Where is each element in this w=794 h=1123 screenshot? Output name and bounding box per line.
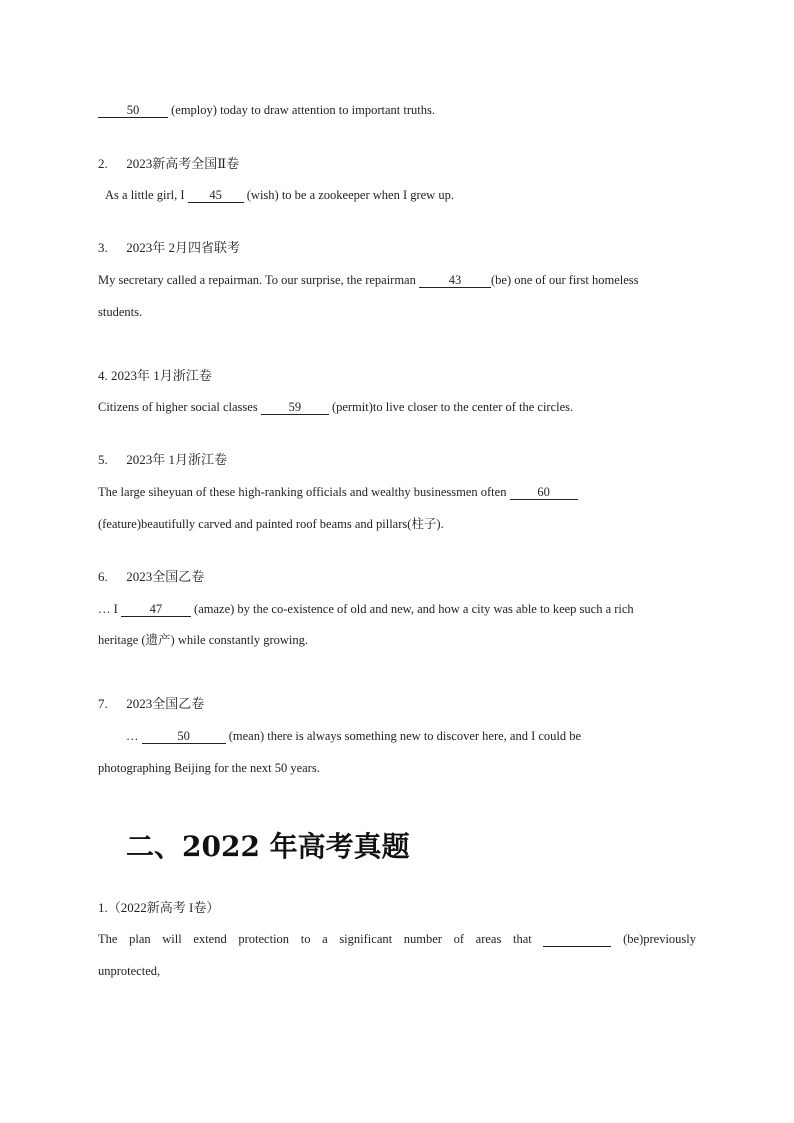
answer-blank[interactable]: 60 [510,485,578,500]
item-number: 7. [98,696,108,711]
item-1-sentence [98,102,696,118]
sentence-text: My secretary called a repairman. To our surprise, the repairman [98,273,416,287]
item-number: 3. [98,240,108,255]
item-7-heading [98,696,696,712]
sentence-text: (permit)to live closer to the center of the circles. [331,400,574,414]
item-number: 6. [98,569,108,584]
answer-blank[interactable]: 59 [261,400,329,415]
sentence-text: … [126,729,139,743]
sentence-text: The plan will extend protection to a significant number of areas that [98,932,532,946]
item-2-heading [98,156,696,172]
item-source: 2023全国乙卷 [126,696,205,711]
item-number: 4. [98,368,108,383]
item-number: 5. [98,452,108,467]
answer-blank[interactable] [543,932,611,947]
item-3-heading [98,240,696,256]
item-7-sentence [126,728,724,744]
item-6-heading [98,569,696,585]
answer-blank[interactable]: 47 [121,602,191,617]
item-2022-sentence [98,931,696,947]
sentence-text: (employ) today to draw attention to important truths. [171,103,435,117]
sentence-text: (wish) to be a zookeeper when I grew up. [246,188,454,202]
sentence-text: (be)previously [623,932,697,946]
sentence-text: … I [98,602,118,616]
item-4-sentence [98,399,696,415]
item-source: 2023年 2月四省联考 [126,240,241,255]
item-6-continuation: heritage (遗产) while constantly growing. [98,633,309,647]
item-2022-continuation: unprotected, [98,964,161,978]
sentence-text: (mean) there is always something new to discover here, and I could be [228,729,582,743]
item-number: 2. [98,156,108,171]
item-4-heading [98,368,696,384]
answer-blank[interactable]: 50 [98,103,168,118]
sentence-text: (amaze) by the co-existence of old and new, and how a city was able to keep such a rich [194,602,634,616]
item-2-sentence [105,187,703,203]
answer-blank[interactable]: 50 [142,729,226,744]
sentence-text: As a little girl, I [105,188,185,202]
item-3-continuation: students. [98,305,143,319]
sentence-text: The large siheyuan of these high-ranking officials and wealthy businessmen often [98,485,507,499]
item-5-sentence [98,484,696,500]
item-3-sentence [98,272,696,288]
item-source: 2023年 1月浙江卷 [126,452,228,467]
answer-blank[interactable]: 45 [188,188,244,203]
item-5-continuation: (feature)beautifully carved and painted roof beams and pillars(柱子). [98,517,444,531]
item-source: 2023全国乙卷 [126,569,205,584]
item-source: 2023年 1月浙江卷 [111,368,212,383]
item-source: 2023新高考全国Ⅱ卷 [126,156,240,171]
answer-blank[interactable]: 43 [419,273,491,288]
item-5-heading [98,452,696,468]
sentence-text: Citizens of higher social classes [98,400,258,414]
section-title: 二、2022 年高考真题 [126,830,410,863]
item-7-continuation: photographing Beijing for the next 50 years. [98,761,320,775]
sentence-text: (be) one of our first homeless [490,273,639,287]
item-2022-heading: 1.（2022新高考 I卷） [98,900,220,915]
item-6-sentence [98,601,696,617]
